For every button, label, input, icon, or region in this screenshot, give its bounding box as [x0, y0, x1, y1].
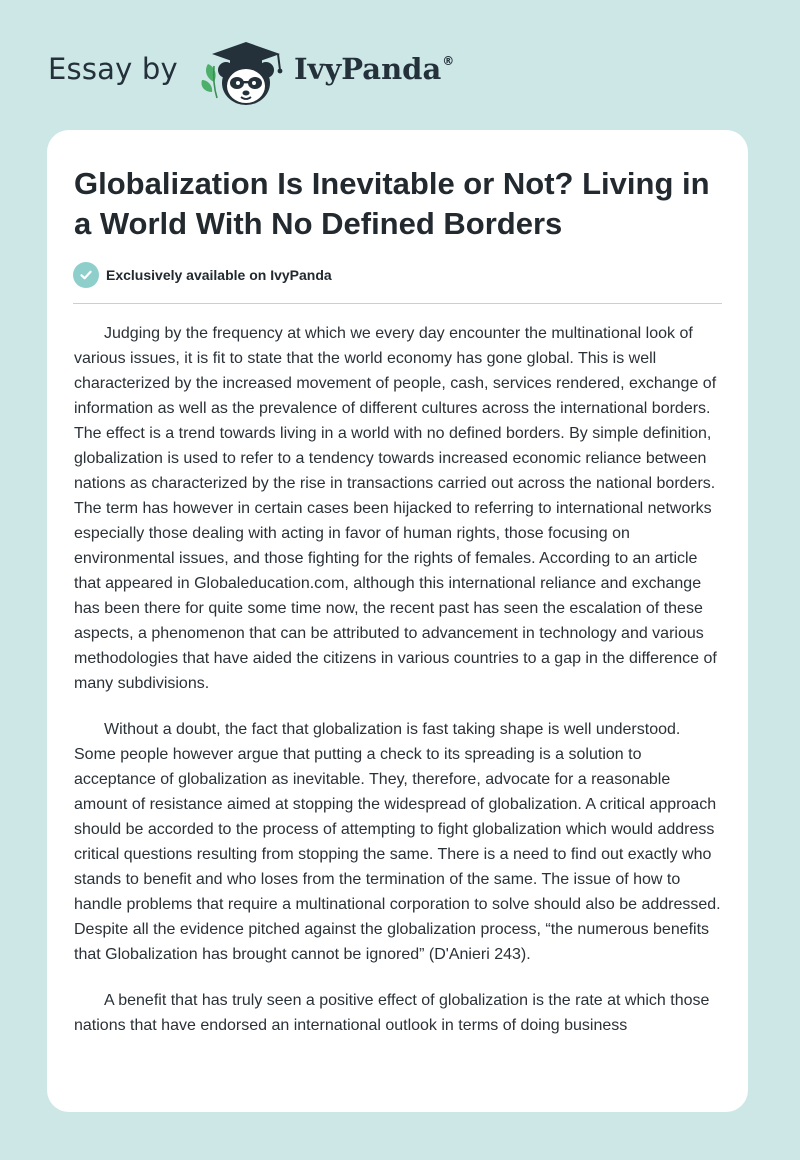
site-header: [0, 0, 800, 130]
essay-card: [47, 130, 748, 1112]
registered-mark: ®: [442, 54, 455, 68]
panda-graduate-icon[interactable]: [200, 36, 292, 108]
essay-body: [74, 321, 724, 1059]
badge-label: Exclusively available on IvyPanda: [106, 267, 332, 283]
paragraph: Without a doubt, the fact that globalization is fast taking shape is well understood. Some people however argue that putting a check to its spreading is a solution to acceptance of globalization as inevitable. They, therefore, advocate for a reasonable amount of resistance aimed at stopping the widespread of globalization. A critical approach should be accorded to the process of attempting to fight globalization which would address critical questions resulting from stopping the same. There is a need to find out exactly who stands to benefit and who loses from the termination of the same. The issue of how to handle problems that require a multinational corporation to solve should also be addressed. Despite all the evidence pitched against the globalization process, “the numerous benefits that Globalization has brought cannot be ignored” (D'Anieri 243).: [74, 721, 721, 963]
essay-title: Globalization Is Inevitable or Not? Living in a World With No Defined Borders: [74, 166, 710, 241]
divider: [73, 303, 722, 304]
check-circle-icon: [73, 262, 99, 288]
exclusive-badge: [73, 262, 332, 288]
brand-wordmark[interactable]: [294, 52, 454, 86]
brand-name: IvyPanda: [294, 52, 442, 86]
paragraph: Judging by the frequency at which we every day encounter the multinational look of various issues, it is fit to state that the world economy has gone global. This is well characterized by the increased movement of people, cash, services rendered, exchange of information as well as the prevalence of different cultures across the international borders. The effect is a trend towards living in a world with no defined borders. By simple definition, globalization is used to refer to a tendency towards increased economic reliance between nations as characterized by the rise in transactions carried out across the national borders. The term has however in certain cases been hijacked to referring to international networks especially those dealing with acting in favor of human rights, those focusing on environmental issues, and those fighting for the rights of females. According to an article that appeared in Globaleducation.com, although this international reliance and exchange has been there for quite some time now, the recent past has seen the escalation of these aspects, a phenomenon that can be attributed to advancement in technology and various methodologies that have aided the citizens in various countries to a gap in the difference of many subdivisions.: [74, 325, 717, 692]
paragraph: A benefit that has truly seen a positive effect of globalization is the rate at which those nations that have endorsed an international outlook in terms of doing business: [74, 992, 710, 1034]
essay-by-label: Essay by: [48, 52, 178, 86]
